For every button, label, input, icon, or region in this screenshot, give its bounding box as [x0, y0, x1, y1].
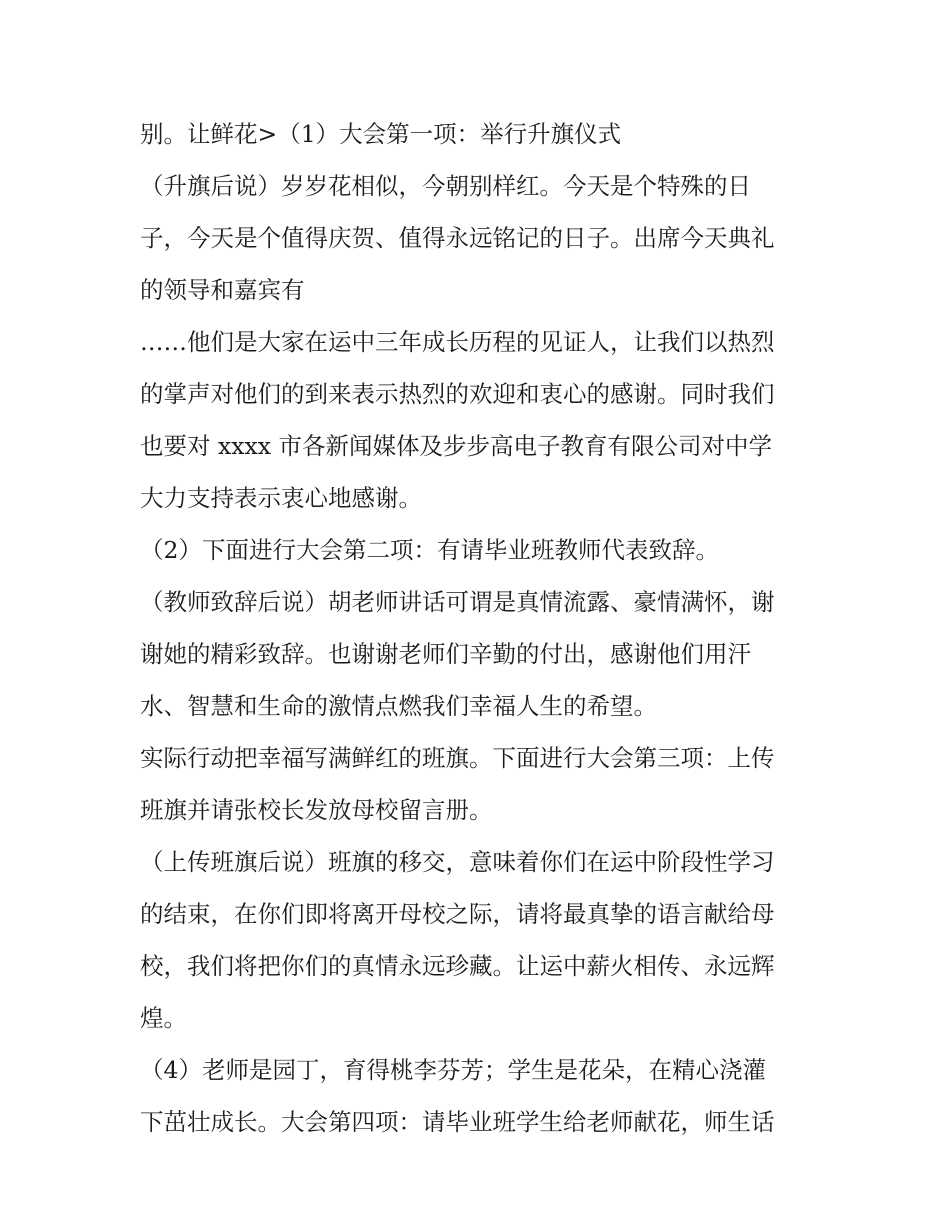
text-line: 下茁壮成长。大会第四项：请毕业班学生给老师献花，师生话 [140, 1108, 775, 1136]
text-line: （教师致辞后说）胡老师讲话可谓是真情流露、豪情满怀，谢 [140, 588, 775, 616]
text-line: 校，我们将把你们的真情永远珍藏。让运中薪火相传、永远辉 [140, 952, 775, 980]
body-text [140, 108, 820, 1148]
text-line: 别。让鲜花>（1）大会第一项：举行升旗仪式 [140, 120, 622, 148]
text-line: 班旗并请张校长发放母校留言册。 [140, 796, 493, 824]
text-line: 子，今天是个值得庆贺、值得永远铭记的日子。出席今天典礼 [140, 224, 775, 252]
text-line: 的结束，在你们即将离开母校之际，请将最真挚的语言献给母 [140, 900, 775, 928]
text-line: 也要对 xxxx 市各新闻媒体及步步高电子教育有限公司对中学 [140, 432, 772, 460]
text-line: 的领导和嘉宾有 [140, 276, 305, 304]
text-line: 谢她的精彩致辞。也谢谢老师们辛勤的付出，感谢他们用汗 [140, 640, 751, 668]
text-line: 实际行动把幸福写满鲜红的班旗。下面进行大会第三项：上传 [140, 744, 775, 772]
text-line: （上传班旗后说）班旗的移交，意味着你们在运中阶段性学习 [140, 848, 775, 876]
text-line: 煌。 [140, 1004, 187, 1032]
text-line: 水、智慧和生命的激情点燃我们幸福人生的希望。 [140, 692, 657, 720]
text-line: （2）下面进行大会第二项：有请毕业班教师代表致辞。 [140, 536, 719, 564]
text-line: 的掌声对他们的到来表示热烈的欢迎和衷心的感谢。同时我们 [140, 380, 775, 408]
text-line: （升旗后说）岁岁花相似，今朝别样红。今天是个特殊的日 [140, 172, 751, 200]
text-line: ……他们是大家在运中三年成长历程的见证人，让我们以热烈 [140, 328, 775, 356]
text-line: 大力支持表示衷心地感谢。 [140, 484, 422, 512]
text-line: （4）老师是园丁，育得桃李芬芳；学生是花朵，在精心浇灌 [140, 1056, 766, 1084]
